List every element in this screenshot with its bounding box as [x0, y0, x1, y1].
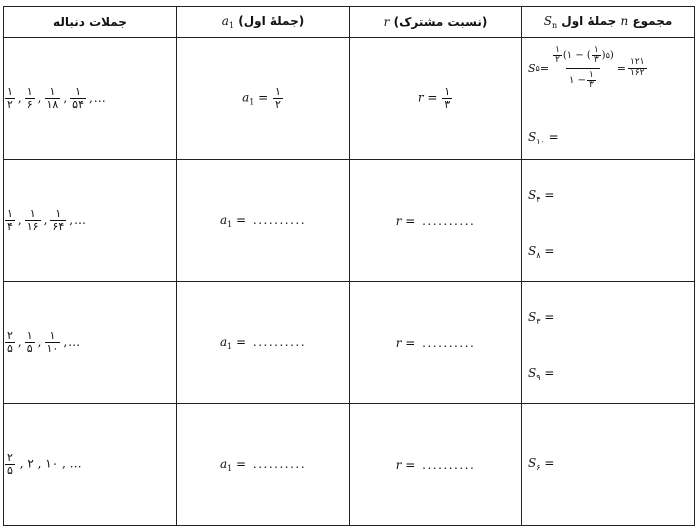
sequence-terms-cell [4, 404, 177, 526]
a1-blank[interactable]: .......... [252, 456, 307, 471]
table-row [4, 282, 695, 404]
header-a1-symbol: $a_1$ [221, 14, 235, 30]
table-row [4, 38, 695, 160]
common-ratio-cell: r = .......... [350, 404, 522, 526]
table-row [4, 160, 695, 282]
sum-formula-s5: S ۵ = $\frac{۱}{۲}$ (۱ − ( $\frac{۱}{۳}$ ) ۵ ) ۱ − $\frac{۱}{۳}$ = $\frac{۱۲۱}{۱۶۲}$ [528, 45, 645, 91]
header-sum-label2: جملهٔ اول [561, 14, 617, 28]
term-fraction: $\frac{۱}{۶}$ [26, 85, 33, 111]
r-blank[interactable]: .......... [422, 335, 476, 350]
header-a1-label: (جملهٔ اول) [238, 14, 305, 28]
sum-formula-fraction: $\frac{۱}{۲}$ (۱ − ( $\frac{۱}{۳}$ ) ۵ ) ۱ − $\frac{۱}{۳}$ [555, 45, 614, 91]
a1-blank[interactable]: .......... [252, 212, 307, 227]
sequence-terms-cell: $\frac{۱}{۲}$ , $\frac{۱}{۶}$ , $\frac{۱}{۱۸}$ , $\frac{۱}{۵۴}$ ,… [4, 38, 177, 160]
term-fraction: $\frac{۱}{۱۰}$ [46, 329, 59, 355]
a1-value: $\frac{۱}{۲}$ [275, 85, 281, 111]
header-first-term [177, 7, 350, 38]
common-ratio-cell: r = .......... [350, 160, 522, 282]
terms-rest: , ۲ , ۱۰ , … [15, 457, 82, 471]
r-blank[interactable]: .......... [422, 213, 476, 228]
term-fraction: $\frac{۲}{۵}$ [7, 451, 13, 477]
sum-cell [522, 160, 695, 282]
header-common-ratio [350, 7, 522, 38]
first-term-cell: $a_1$ = $\frac{۱}{۲}$ [177, 38, 350, 160]
term-fraction: $\frac{۱}{۴}$ [7, 207, 13, 233]
sum-cell [522, 282, 695, 404]
sum-line-s8[interactable]: $S_۸$ = [528, 244, 555, 260]
sum-line-s6[interactable]: $S_۶$ = [528, 456, 555, 472]
term-fraction: $\frac{۲}{۵}$ [7, 329, 13, 355]
term-fraction: $\frac{۱}{۱۸}$ [46, 85, 59, 111]
term-fraction: $\frac{۱}{۵۴}$ [72, 85, 84, 111]
r-blank[interactable]: .......... [422, 457, 476, 472]
worksheet-table [3, 6, 695, 526]
table-row [4, 404, 695, 526]
first-term-cell: $a_1$ = .......... [177, 160, 350, 282]
header-seq-label: جملات دنباله [53, 15, 127, 29]
header-sum [522, 7, 695, 38]
header-sum-symbol: $S_n$ [543, 14, 558, 30]
ellipsis: ,… [63, 335, 82, 349]
sum-line-s10: $S_{۱۰}$ = [528, 130, 559, 146]
header-r-label: (نسبت مشترک) [393, 15, 488, 29]
sum-line-s4[interactable]: $S_۴$ = [528, 188, 555, 204]
term-fraction: $\frac{۱}{۵}$ [26, 329, 33, 355]
term-fraction: $\frac{۱}{۱۶}$ [26, 207, 39, 233]
common-ratio-cell: r = .......... [350, 282, 522, 404]
first-term-cell: $a_1$ = .......... [177, 282, 350, 404]
term-fraction: $\frac{۱}{۲}$ [7, 85, 13, 111]
sum-cell [522, 404, 695, 526]
header-row [4, 7, 695, 38]
ellipsis: ,… [88, 91, 107, 105]
sequence-terms-cell: $\frac{۲}{۵}$ , $\frac{۱}{۵}$ , $\frac{۱}{۱۰}$ ,… [4, 282, 177, 404]
sum-line-s3[interactable]: $S_۳$ = [528, 310, 555, 326]
header-sequence-terms [4, 7, 177, 38]
header-r-symbol: r [383, 15, 390, 29]
r-value: $\frac{۱}{۳}$ [444, 85, 451, 111]
header-sum-label: مجموع [632, 14, 673, 28]
sum-line-s9[interactable]: $S_۹$ = [528, 366, 555, 382]
header-sum-n: n [620, 14, 629, 28]
common-ratio-cell: r = $\frac{۱}{۳}$ [350, 38, 522, 160]
sequence-terms-cell: $\frac{۱}{۴}$ , $\frac{۱}{۱۶}$ , $\frac{۱}{۶۴}$ ,… [4, 160, 177, 282]
ellipsis: ,… [69, 213, 88, 227]
first-term-cell: $a_1$ = .......... [177, 404, 350, 526]
sum-cell [522, 38, 695, 160]
sum-result: $\frac{۱۲۱}{۱۶۲}$ [630, 57, 645, 78]
a1-blank[interactable]: .......... [252, 334, 307, 349]
term-fraction: $\frac{۱}{۶۴}$ [52, 207, 65, 233]
